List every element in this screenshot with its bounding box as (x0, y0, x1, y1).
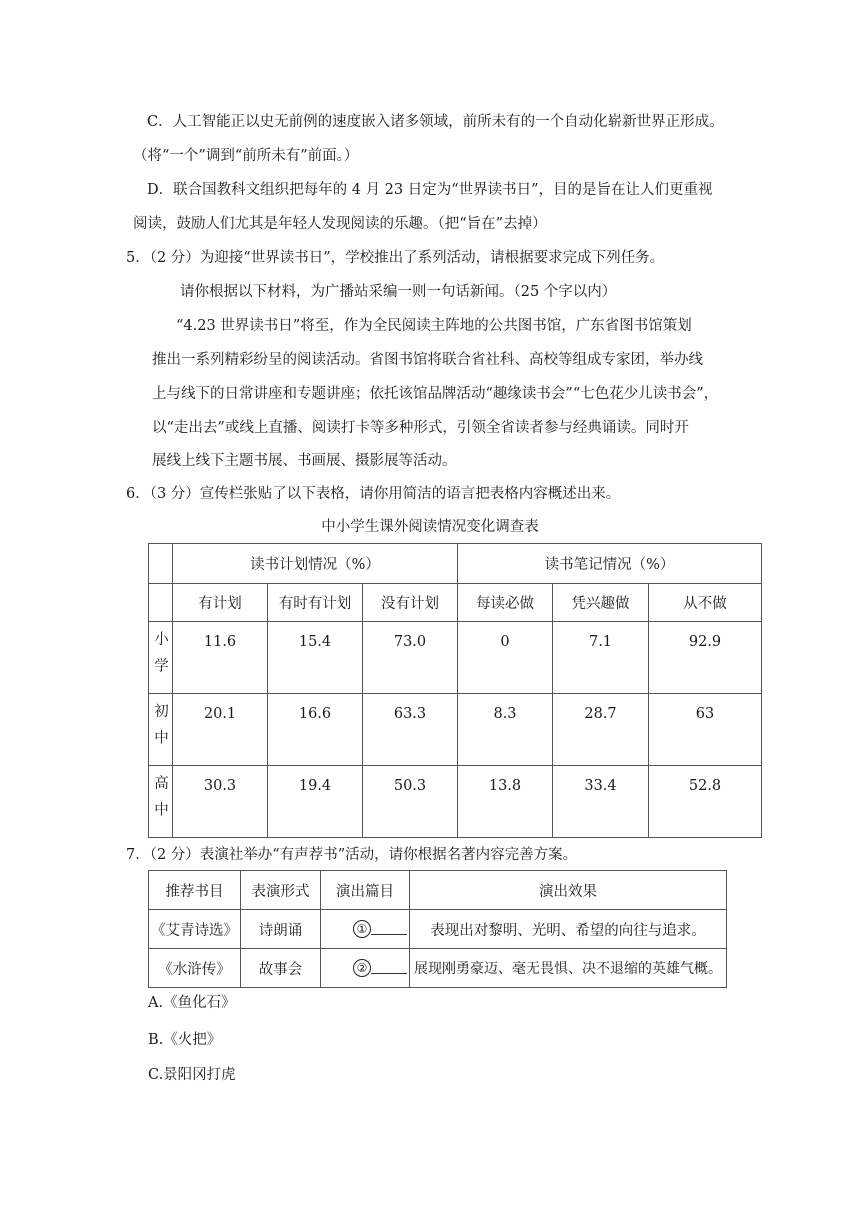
q4-option-c-line1: C．人工智能正以史无前例的速度嵌入诸多领域，前所未有的一个自动化崭新世界正形成。 (147, 114, 724, 130)
column-header: 每读必做 (458, 584, 553, 622)
performance-effect: 展现刚勇豪迈、毫无畏惧、决不退缩的英雄气概。 (410, 949, 727, 988)
q5-material-line: 展线上线下主题书展、书画展、摄影展等活动。 (152, 453, 457, 469)
q5-material-line: 以“走出去”或线上直播、阅读打卡等多种形式，引领全省读者参与经典诵读。同时开 (152, 420, 689, 436)
table-cell: 16.6 (268, 694, 363, 766)
q4-option-c-line2: （将“一个”调到“前所未有”前面。） (133, 148, 359, 164)
table-cell: 63.3 (363, 694, 458, 766)
column-header: 有时有计划 (268, 584, 363, 622)
table-cell: 8.3 (458, 694, 553, 766)
blank-line (371, 959, 407, 974)
table-cell: 50.3 (363, 766, 458, 838)
group-header-plan: 读书计划情况（%） (173, 544, 458, 584)
performance-effect: 表现出对黎明、光明、希望的向往与追求。 (410, 910, 727, 949)
table-cell: 28.7 (553, 694, 649, 766)
group-header-notes: 读书笔记情况（%） (458, 544, 762, 584)
plan-row (149, 949, 727, 988)
book-title: 《水浒传》 (149, 949, 241, 988)
group-header-row (149, 544, 762, 584)
q5-material-line: 上与线下的日常讲座和专题讲座；依托该馆品牌活动“趣缘读书会”“七色花少儿读书会”， (152, 386, 719, 402)
q5-material-line: 推出一系列精彩纷呈的阅读活动。省图书馆将联合省社科、高校等组成专家团，举办线 (152, 352, 703, 368)
row-label: 初中 (149, 694, 173, 766)
q7-option-b[interactable]: B.《火把》 (148, 1032, 222, 1048)
table-cell: 33.4 (553, 766, 649, 838)
column-header: 推荐书目 (149, 871, 241, 910)
table-cell: 0 (458, 622, 553, 694)
circled-number: ② (353, 959, 371, 977)
answer-blank-1[interactable] (321, 910, 410, 949)
q7-option-c[interactable]: C.景阳冈打虎 (148, 1067, 236, 1083)
q5-task: 请你根据以下材料，为广播站采编一则一句话新闻。（25 个字以内） (180, 284, 617, 300)
performance-plan-table (148, 870, 727, 988)
q5-stem: 5．（2 分）为迎接“世界读书日”，学校推出了系列活动，请根据要求完成下列任务。 (126, 250, 665, 266)
table-cell: 63 (649, 694, 762, 766)
column-header: 演出效果 (410, 871, 727, 910)
circled-number: ① (353, 920, 371, 938)
q7-stem: 7．（2 分）表演社举办“有声荐书”活动，请你根据名著内容完善方案。 (126, 847, 578, 863)
table-title: 中小学生课外阅读情况变化调查表 (321, 519, 539, 535)
table-cell: 7.1 (553, 622, 649, 694)
q5-material-line: “4.23 世界读书日”将至，作为全民阅读主阵地的公共图书馆，广东省图书馆策划 (176, 318, 692, 334)
row-label: 高中 (149, 766, 173, 838)
column-header: 没有计划 (363, 584, 458, 622)
table-cell: 92.9 (649, 622, 762, 694)
plan-header-row (149, 871, 727, 910)
table-cell: 15.4 (268, 622, 363, 694)
q6-stem: 6．（3 分）宣传栏张贴了以下表格，请你用简洁的语言把表格内容概述出来。 (126, 486, 621, 502)
q7-option-a[interactable]: A.《鱼化石》 (148, 995, 236, 1011)
column-header: 演出篇目 (321, 871, 410, 910)
column-header: 凭兴趣做 (553, 584, 649, 622)
table-cell: 52.8 (649, 766, 762, 838)
sub-header-row (149, 584, 762, 622)
table-cell: 20.1 (173, 694, 268, 766)
table-cell: 13.8 (458, 766, 553, 838)
table-cell: 73.0 (363, 622, 458, 694)
q4-option-d-line2: 阅读，鼓励人们尤其是年轻人发现阅读的乐趣。（把“旨在”去掉） (133, 216, 547, 232)
table-cell: 11.6 (173, 622, 268, 694)
answer-blank-2[interactable] (321, 949, 410, 988)
table-row (149, 622, 762, 694)
book-title: 《艾青诗选》 (149, 910, 241, 949)
table-cell: 30.3 (173, 766, 268, 838)
plan-row (149, 910, 727, 949)
table-row (149, 694, 762, 766)
column-header: 表演形式 (241, 871, 321, 910)
performance-form: 诗朗诵 (241, 910, 321, 949)
blank-line (371, 920, 407, 935)
corner-cell (149, 584, 173, 622)
corner-cell (149, 544, 173, 584)
performance-form: 故事会 (241, 949, 321, 988)
column-header: 从不做 (649, 584, 762, 622)
table-cell: 19.4 (268, 766, 363, 838)
row-label: 小学 (149, 622, 173, 694)
table-row (149, 766, 762, 838)
column-header: 有计划 (173, 584, 268, 622)
q4-option-d-line1: D．联合国教科文组织把每年的 4 月 23 日定为“世界读书日”，目的是旨在让人们更重视 (147, 182, 713, 198)
reading-survey-table (148, 543, 762, 838)
